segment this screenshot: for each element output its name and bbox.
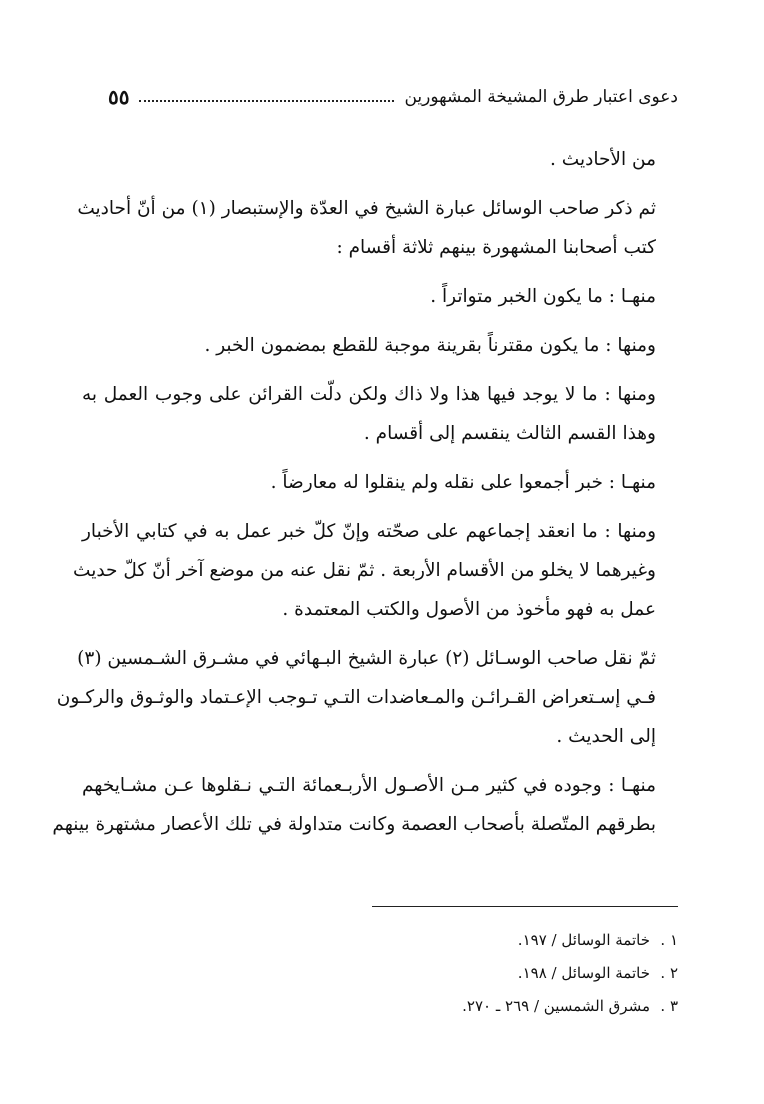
- footnote-number: ٣ .: [660, 997, 678, 1015]
- text-line: من الأحاديث .: [550, 149, 656, 170]
- running-title: دعوى اعتبار طرق المشيخة المشهورين: [404, 87, 678, 107]
- paragraph: [82, 463, 678, 502]
- text-line: ومنها : ما انعقد إجماعهم على صحّته وإنّ كلّ خبر عمل به في كتابي الأخبار: [82, 521, 656, 542]
- dotted-leader: [139, 100, 394, 102]
- footnote-item: [278, 957, 678, 990]
- footnote-number: ٢ .: [660, 964, 678, 982]
- running-header: [108, 82, 678, 112]
- text-line: منهـا : ما يكون الخبر متواتراً .: [430, 286, 656, 307]
- text-line: فـي إسـتعراض القـرائـن والمـعاضدات التـي تـوجب الإعـتماد والوثـوق والركـون: [56, 687, 656, 708]
- paragraph: [82, 140, 678, 179]
- body-text: [52, 140, 678, 854]
- paragraph: [73, 512, 678, 629]
- text-line: ثمّ نقل صاحب الوسـائل (٢) عبارة الشيخ البـهائي في مشـرق الشـمسين (٣): [77, 648, 656, 669]
- text-line: وغيرهما لا يخلو من الأقسام الأربعة . ثمّ نقل عنه من موضع آخر أنّ كلّ حديث: [73, 560, 656, 581]
- text-line: عمل به فهو مأخوذ من الأصول والكتب المعتمدة .: [282, 599, 656, 620]
- text-line: وهذا القسم الثالث ينقسم إلى أقسام .: [363, 423, 656, 444]
- text-line: ومنها : ما لا يوجد فيها هذا ولا ذاك ولكن دلّت القرائن على وجوب العمل به: [82, 384, 656, 405]
- footnote-item: [278, 924, 678, 957]
- paragraph: [82, 326, 678, 365]
- text-line: ومنها : ما يكون مقترناً بقرينة موجبة للقطع بمضمون الخبر .: [204, 335, 656, 356]
- paragraph: [82, 375, 678, 453]
- footnote-text: مشرق الشمسين / ٢٦٩ ـ ٢٧٠.: [462, 997, 650, 1015]
- paragraph: [56, 639, 678, 756]
- footnote-text: خاتمة الوسائل / ١٩٧.: [517, 931, 650, 949]
- text-line: إلى الحديث .: [556, 726, 656, 747]
- text-line: بطرقهم المتّصلة بأصحاب العصمة وكانت متداولة في تلك الأعصار مشتهرة بينهم: [52, 814, 656, 835]
- page-number: ٥٥: [108, 85, 130, 109]
- paragraph: [82, 277, 678, 316]
- text-line: كتب أصحابنا المشهورة بينهم ثلاثة أقسام :: [336, 237, 656, 258]
- footnote-item: [278, 990, 678, 1023]
- text-line: منهـا : خبر أجمعوا على نقله ولم ينقلوا له معارضاً .: [270, 472, 656, 493]
- text-line: ثم ذكر صاحب الوسائل عبارة الشيخ في العدّة والإستبصار (١) من أنّ أحاديث: [77, 198, 656, 219]
- footnote-number: ١ .: [660, 931, 678, 949]
- text-line: منهـا : وجوده في كثير مـن الأصـول الأربـعمائة التـي نـقلوها عـن مشـايخهم: [82, 775, 656, 796]
- paragraph: [77, 189, 678, 267]
- paragraph: [52, 766, 678, 844]
- footnote-text: خاتمة الوسائل / ١٩٨.: [517, 964, 650, 982]
- footnote-separator: [372, 906, 678, 907]
- footnotes: [278, 924, 678, 1023]
